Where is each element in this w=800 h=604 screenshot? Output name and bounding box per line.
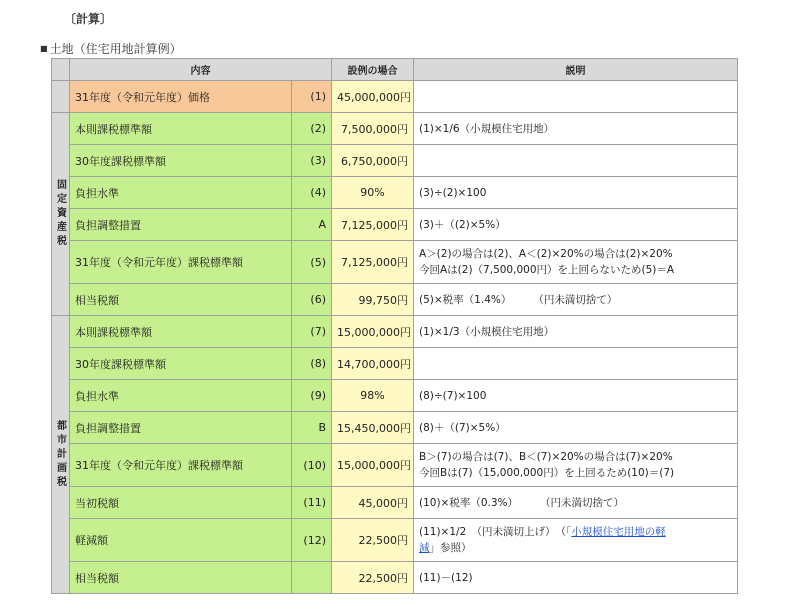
row-desc <box>414 348 738 380</box>
row-value: 45,000円 <box>332 487 414 519</box>
table-row <box>52 412 738 444</box>
desc-line <box>419 540 732 556</box>
side-label-char: 画 <box>57 462 67 474</box>
row-desc <box>414 487 738 519</box>
side-label-char: 市 <box>57 434 67 446</box>
row-desc <box>414 145 738 177</box>
row-label: 相当税額 <box>70 562 292 594</box>
side-label <box>52 316 70 594</box>
row-label: 31年度（令和元年度）課税標準額 <box>70 444 292 487</box>
row-desc <box>414 380 738 412</box>
row-value: 90% <box>332 177 414 209</box>
row-desc <box>414 412 738 444</box>
row-value: 15,000,000円 <box>332 444 414 487</box>
desc-line: (1)×1/3（小規模住宅用地） <box>419 325 555 338</box>
row-desc <box>414 177 738 209</box>
row-value: 7,500,000円 <box>332 113 414 145</box>
side-label-char: 計 <box>57 448 67 460</box>
subheading <box>40 40 182 57</box>
row-label: 30年度課税標準額 <box>70 348 292 380</box>
desc-text: (11)×1/2 （円未満切上げ） （「 <box>419 526 572 538</box>
table-row <box>52 562 738 594</box>
table-header-row <box>52 59 738 81</box>
desc-text: （円未満切捨て） <box>533 293 618 306</box>
row-num: B <box>292 412 332 444</box>
row-desc <box>414 113 738 145</box>
desc-text: 」参照） <box>429 542 472 554</box>
row-label: 30年度課税標準額 <box>70 145 292 177</box>
row-desc <box>414 444 738 487</box>
table-row <box>52 177 738 209</box>
side-label-char: 産 <box>57 222 67 233</box>
row-desc <box>414 284 738 316</box>
table-row <box>52 113 738 145</box>
table-row <box>52 209 738 241</box>
desc-text: (10)×税率（0.3%） <box>419 496 519 509</box>
desc-line: 今回Aは(2)（7,500,000円）を上回らないため(5)＝A <box>419 264 675 276</box>
table-row <box>52 284 738 316</box>
row-value: 6,750,000円 <box>332 145 414 177</box>
desc-line: A＞(2)の場合は(2)、A＜(2)×20%の場合は(2)×20% <box>419 248 673 260</box>
section-heading: 〔計算〕 <box>64 12 113 26</box>
row-desc <box>414 209 738 241</box>
desc-text: (5)×税率（1.4%） <box>419 293 512 306</box>
reduction-link-cont[interactable]: 減 <box>419 542 430 554</box>
side-label-char: 定 <box>57 194 67 205</box>
desc-line: (3)÷(2)×100 <box>419 186 487 199</box>
row-num: (2) <box>292 113 332 145</box>
subheading-text: 土地（住宅用地計算例） <box>49 42 182 56</box>
reduction-link[interactable]: 小規模住宅用地の軽 <box>571 526 666 538</box>
row-label: 負担水準 <box>70 380 292 412</box>
row-num: A <box>292 209 332 241</box>
row-label: 31年度（令和元年度）課税標準額 <box>70 241 292 284</box>
row-value: 15,000,000円 <box>332 316 414 348</box>
table-row <box>52 380 738 412</box>
side-label-char: 税 <box>57 476 67 488</box>
table-row <box>52 316 738 348</box>
row-num: (5) <box>292 241 332 284</box>
side-blank <box>52 81 70 113</box>
side-label-char: 税 <box>57 236 67 247</box>
row-label: 負担調整措置 <box>70 412 292 444</box>
row-value: 98% <box>332 380 414 412</box>
table-row <box>52 145 738 177</box>
table-row <box>52 519 738 562</box>
row-num: (3) <box>292 145 332 177</box>
row-value: 22,500円 <box>332 519 414 562</box>
row-num: (1) <box>292 81 332 113</box>
row-desc <box>414 81 738 113</box>
row-label: 相当税額 <box>70 284 292 316</box>
table-row-price <box>52 81 738 113</box>
row-label: 負担水準 <box>70 177 292 209</box>
row-value: 14,700,000円 <box>332 348 414 380</box>
row-label: 本則課税標準額 <box>70 316 292 348</box>
calculation-table <box>51 58 738 594</box>
row-num: (10) <box>292 444 332 487</box>
desc-line: (1)×1/6（小規模住宅用地） <box>419 122 555 135</box>
row-num: (7) <box>292 316 332 348</box>
row-label: 本則課税標準額 <box>70 113 292 145</box>
side-label-char: 固 <box>57 180 67 191</box>
row-label: 軽減額 <box>70 519 292 562</box>
side-label-char: 都 <box>57 420 67 432</box>
row-label: 負担調整措置 <box>70 209 292 241</box>
row-num: (8) <box>292 348 332 380</box>
row-label: 当初税額 <box>70 487 292 519</box>
header-blank <box>52 59 70 81</box>
header-item: 内容 <box>70 59 332 81</box>
row-desc <box>414 316 738 348</box>
row-num: (12) <box>292 519 332 562</box>
row-desc <box>414 241 738 284</box>
row-num: (11) <box>292 487 332 519</box>
row-num: (4) <box>292 177 332 209</box>
row-desc <box>414 519 738 562</box>
row-value: 7,125,000円 <box>332 209 414 241</box>
desc-line: B＞(7)の場合は(7)、B＜(7)×20%の場合は(7)×20% <box>419 451 673 463</box>
bullet-icon: ■ <box>40 44 48 53</box>
table-row <box>52 444 738 487</box>
row-value: 22,500円 <box>332 562 414 594</box>
side-label <box>52 113 70 316</box>
row-value: 99,750円 <box>332 284 414 316</box>
table-row <box>52 241 738 284</box>
header-desc: 説明 <box>414 59 738 81</box>
desc-text: （円未満切捨て） <box>540 496 625 509</box>
table-row <box>52 487 738 519</box>
desc-line <box>419 524 732 540</box>
row-desc <box>414 562 738 594</box>
desc-line: 今回Bは(7)（15,000,000円）を上回るため(10)＝(7) <box>419 467 675 479</box>
row-value: 15,450,000円 <box>332 412 414 444</box>
side-label-char: 資 <box>57 208 67 219</box>
row-value: 7,125,000円 <box>332 241 414 284</box>
row-value: 45,000,000円 <box>332 81 414 113</box>
desc-line: (3)＋（(2)×5%） <box>419 218 506 231</box>
row-num <box>292 562 332 594</box>
row-label: 31年度（令和元年度）価格 <box>70 81 292 113</box>
desc-line: (8)＋（(7)×5%） <box>419 421 506 434</box>
row-num: (9) <box>292 380 332 412</box>
desc-line: (11)－(12) <box>419 571 473 584</box>
desc-line: (8)÷(7)×100 <box>419 389 487 402</box>
header-value: 設例の場合 <box>332 59 414 81</box>
table-row <box>52 348 738 380</box>
row-num: (6) <box>292 284 332 316</box>
